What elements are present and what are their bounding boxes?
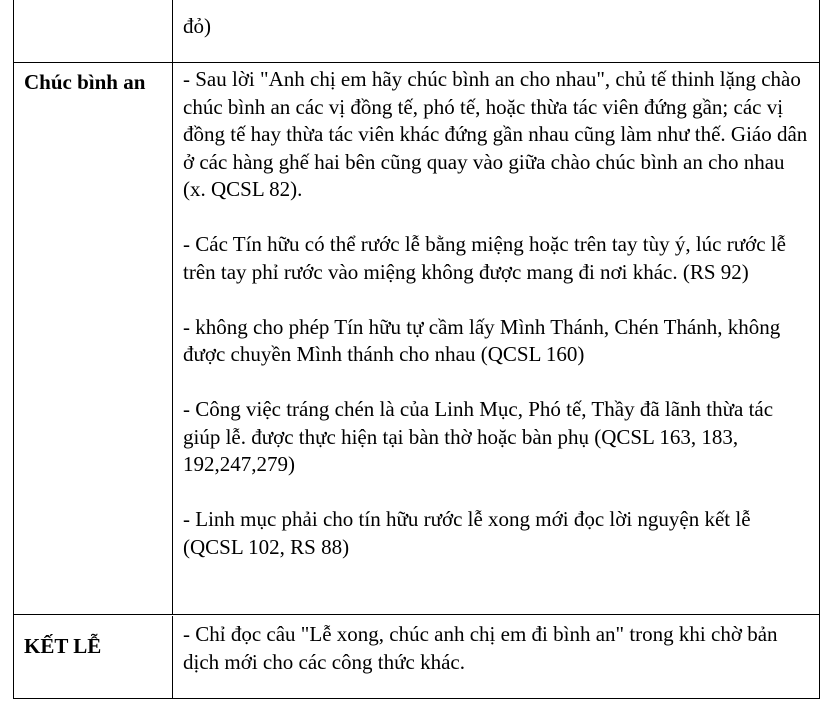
row-label-cell: Chúc bình an [14,63,173,614]
row-content-cell [173,63,819,614]
row-content-cell [173,616,819,699]
paragraph: - Sau lời "Anh chị em hãy chúc bình an cho nhau", chủ tế thinh lặng chào chúc bình an các vị đồng tế, phó tế, hoặc thừa tác viên đứng gần; các vị đồng tế hay thừa tác viên khác đứng gần nhau cũng làm như thế. Giáo dân ở các hàng ghế hai bên cũng quay vào giữa chào chúc bình an cho nhau (x. QCSL 82). [183,67,808,201]
paragraph: - Chỉ đọc câu "Lễ xong, chúc anh chị em đi bình an" trong khi chờ bản dịch mới cho các công thức khác. [183,622,778,674]
table-row [14,0,819,63]
row-label-cell: KẾT LỄ [14,616,173,699]
document-table [13,0,820,699]
table-row [14,616,819,699]
paragraph: - Các Tín hữu có thể rước lễ bằng miệng hoặc trên tay tùy ý, lúc rước lễ trên tay phỉ rước vào miệng không được mang đi nơi khác. (RS 92) [183,232,786,284]
row-content-cell [173,0,819,62]
paragraph: - không cho phép Tín hữu tự cầm lấy Mình Thánh, Chén Thánh, không được chuyền Mình thánh cho nhau (QCSL 160) [183,314,781,366]
table-row [14,63,819,615]
row-label-cell [14,0,173,62]
paragraph: đỏ) [183,14,211,38]
paragraph: - Linh mục phải cho tín hữu rước lễ xong mới đọc lời nguyện kết lễ (QCSL 102, RS 88) [183,507,751,559]
paragraph: - Công việc tráng chén là của Linh Mục, Phó tế, Thầy đã lãnh thừa tác giúp lễ. được thực hiện tại bàn thờ hoặc bàn phụ (QCSL 163, 183, 192,247,279) [183,397,774,476]
